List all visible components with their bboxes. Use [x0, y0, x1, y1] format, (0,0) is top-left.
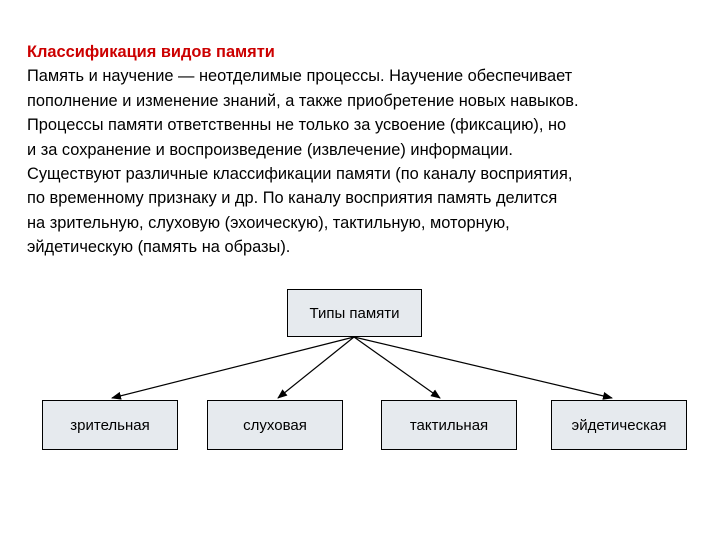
- child-node-label: эйдетическая: [571, 416, 667, 434]
- arrow-to-visual: [112, 337, 354, 398]
- root-node-label: Типы памяти: [309, 304, 400, 322]
- child-node-label: слуховая: [243, 416, 307, 434]
- arrow-to-tactile: [354, 337, 440, 398]
- paragraph-line: по временному признаку и др. По каналу восприятия память делится: [27, 189, 558, 208]
- paragraph-line: эйдетическую (память на образы).: [27, 238, 291, 257]
- arrow-to-eidetic: [354, 337, 612, 398]
- child-node-tactile: [381, 400, 517, 450]
- paragraph-line: и за сохранение и воспроизведение (извлечение) информации.: [27, 140, 513, 159]
- child-node-label: тактильная: [409, 416, 489, 434]
- root-node: [287, 289, 422, 337]
- child-node-auditory: [207, 400, 343, 450]
- child-node-eidetic: [551, 400, 687, 450]
- paragraph-line: пополнение и изменение знаний, а также приобретение новых навыков.: [27, 91, 579, 110]
- paragraph-line: Память и научение — неотделимые процессы. Научение обеспечивает: [27, 67, 573, 86]
- paragraph-line: Процессы памяти ответственны не только за усвоение (фиксацию), но: [27, 116, 567, 135]
- paragraph-line: Существуют различные классификации памяти (по каналу восприятия,: [27, 165, 573, 184]
- page-title: Классификация видов памяти: [27, 43, 275, 61]
- child-node-visual: [42, 400, 178, 450]
- paragraph-line: на зрительную, слуховую (эхоическую), тактильную, моторную,: [27, 213, 510, 232]
- child-node-label: зрительная: [70, 416, 150, 434]
